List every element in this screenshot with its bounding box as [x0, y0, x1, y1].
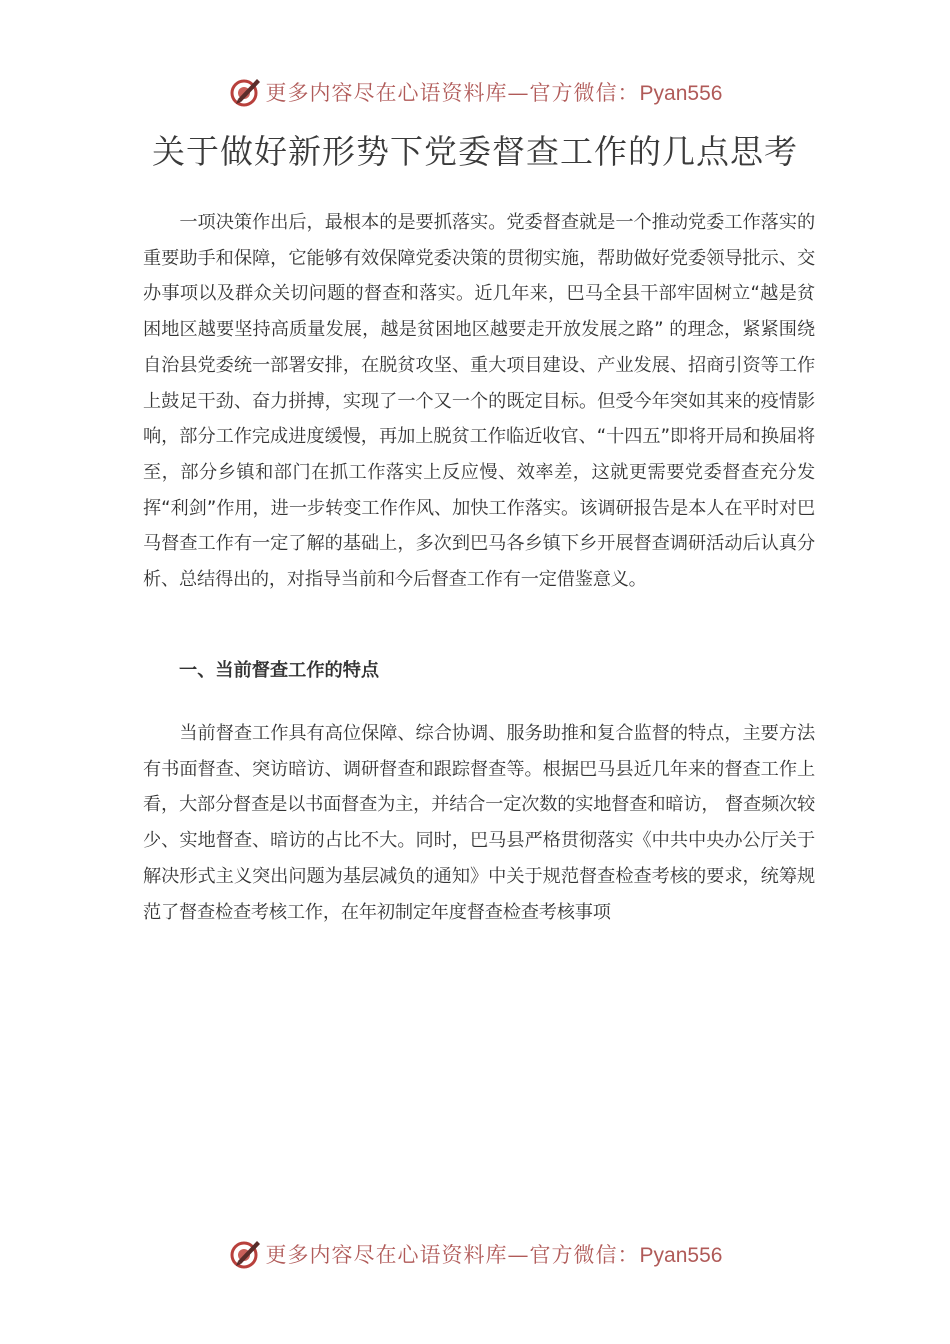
paragraph-section-1: 当前督查工作具有高位保障、综合协调、服务助推和复合监督的特点，主要方法有书面督查、突访暗访、调研督查和跟踪督查等。根据巴马县近几年来的督查工作上看，大部分督查是以书面督查为主，并结合一定次数的实地督查和暗访， 督查频次较少、实地督查、暗访的占比不大。同时，巴马县严格贯彻落实《中共中央办公厅关于解决形式主义突出问题为基层减负的通知》中关于规范督查检查考核的要求，统筹规范了督查检查考核工作，在年初制定年度督查检查考核事项: [143, 723, 815, 923]
pen-logo-icon: [228, 1237, 262, 1271]
footer-banner-text: [266, 1239, 723, 1269]
footer-banner-label: 更多内容尽在心语资料库—官方微信：: [265, 1243, 640, 1267]
footer-banner-brand-id: Pyan556: [639, 1244, 723, 1267]
header-banner-text: [266, 77, 723, 107]
document-title: 关于做好新形势下党委督查工作的几点思考: [152, 132, 798, 171]
pen-logo-icon: [228, 75, 262, 109]
section-heading: 一、当前督查工作的特点: [179, 660, 380, 681]
header-banner-label: 更多内容尽在心语资料库—官方微信：: [265, 81, 640, 105]
footer-banner: [0, 1234, 950, 1274]
header-banner-brand-id: Pyan556: [639, 82, 723, 105]
header-banner: [0, 72, 950, 112]
paragraph-intro: 一项决策作出后，最根本的是要抓落实。党委督查就是一个推动党委工作落实的重要助手和保障，它能够有效保障党委决策的贯彻实施，帮助做好党委领导批示、交办事项以及群众关切问题的督查和落实。近几年来，巴马全县干部牢固树立“越是贫困地区越要坚持高质量发展，越是贫困地区越要走开放发展之路” 的理念，紧紧围绕自治县党委统一部署安排，在脱贫攻坚、重大项目建设、产业发展、招商引资等工作上鼓足干劲、奋力拼搏，实现了一个又一个的既定目标。但受今年突如其来的疫情影响，部分工作完成进度缓慢，再加上脱贫工作临近收官、“十四五”即将开局和换届将至，部分乡镇和部门在抓工作落实上反应慢、效率差，这就更需要党委督查充分发挥“利剑”作用，进一步转变工作作风、加快工作落实。该调研报告是本人在平时对巴马督查工作有一定了解的基础上，多次到巴马各乡镇下乡开展督查调研活动后认真分析、总结得出的，对指导当前和今后督查工作有一定借鉴意义。: [143, 212, 815, 591]
